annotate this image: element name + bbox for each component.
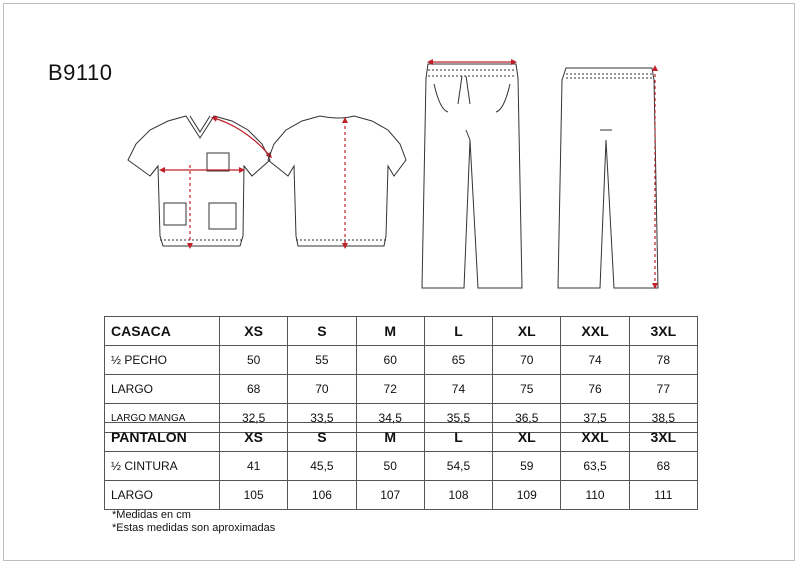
table-row [105,481,698,510]
size-header: L [424,317,492,346]
footnote-approximate: *Estas medidas son aproximadas [112,522,276,534]
model-code: B9110 [48,60,113,85]
table-cell: 50 [356,452,424,481]
table-row [105,346,698,375]
casaca-size-table [104,316,698,433]
casaca-title: CASACA [105,317,220,346]
size-header: 3XL [629,423,697,452]
table-cell: 111 [629,481,697,510]
size-header: L [424,423,492,452]
table-cell: 60 [356,346,424,375]
size-header: M [356,317,424,346]
table-cell: 105 [220,481,288,510]
table-cell: 76 [561,375,629,404]
table-cell: 34,5 [356,404,424,433]
table-cell: 109 [493,481,561,510]
footnotes [112,509,275,535]
size-header: XS [220,317,288,346]
table-cell: 37,5 [561,404,629,433]
table-cell: 72 [356,375,424,404]
pantalon-title: PANTALON [105,423,220,452]
row-label: LARGO MANGA [105,404,220,433]
table-cell: 78 [629,346,697,375]
size-header: XS [220,423,288,452]
table-cell: 68 [220,375,288,404]
size-header: 3XL [629,317,697,346]
table-cell: 106 [288,481,356,510]
table-row [105,375,698,404]
table-cell: 35,5 [424,404,492,433]
pantalon-header-row [105,423,698,452]
table-cell: 70 [493,346,561,375]
table-cell: 70 [288,375,356,404]
table-cell: 74 [561,346,629,375]
table-cell: 41 [220,452,288,481]
table-cell: 36,5 [493,404,561,433]
pantalon-size-table [104,422,698,510]
size-header: XL [493,317,561,346]
size-header: M [356,423,424,452]
table-cell: 33,5 [288,404,356,433]
table-cell: 68 [629,452,697,481]
scrub-top-back-drawing [268,116,406,246]
table-cell: 107 [356,481,424,510]
size-header: S [288,423,356,452]
table-cell: 108 [424,481,492,510]
size-header: XL [493,423,561,452]
table-cell: 50 [220,346,288,375]
sleeve-measure-arrow [214,118,270,156]
pants-front-drawing [422,64,522,288]
row-label: LARGO [105,375,220,404]
table-cell: 59 [493,452,561,481]
table-cell: 74 [424,375,492,404]
pants-back-drawing [558,68,658,288]
table-cell: 55 [288,346,356,375]
row-label: LARGO [105,481,220,510]
row-label: ½ PECHO [105,346,220,375]
table-cell: 63,5 [561,452,629,481]
row-label: ½ CINTURA [105,452,220,481]
table-cell: 65 [424,346,492,375]
size-header: XXL [561,317,629,346]
table-cell: 45,5 [288,452,356,481]
table-cell: 75 [493,375,561,404]
table-cell: 32,5 [220,404,288,433]
casaca-header-row [105,317,698,346]
table-row [105,452,698,481]
table-cell: 38,5 [629,404,697,433]
table-cell: 54,5 [424,452,492,481]
table-cell: 77 [629,375,697,404]
footnote-units: *Medidas en cm [112,509,191,521]
size-header: XXL [561,423,629,452]
size-header: S [288,317,356,346]
table-cell: 110 [561,481,629,510]
